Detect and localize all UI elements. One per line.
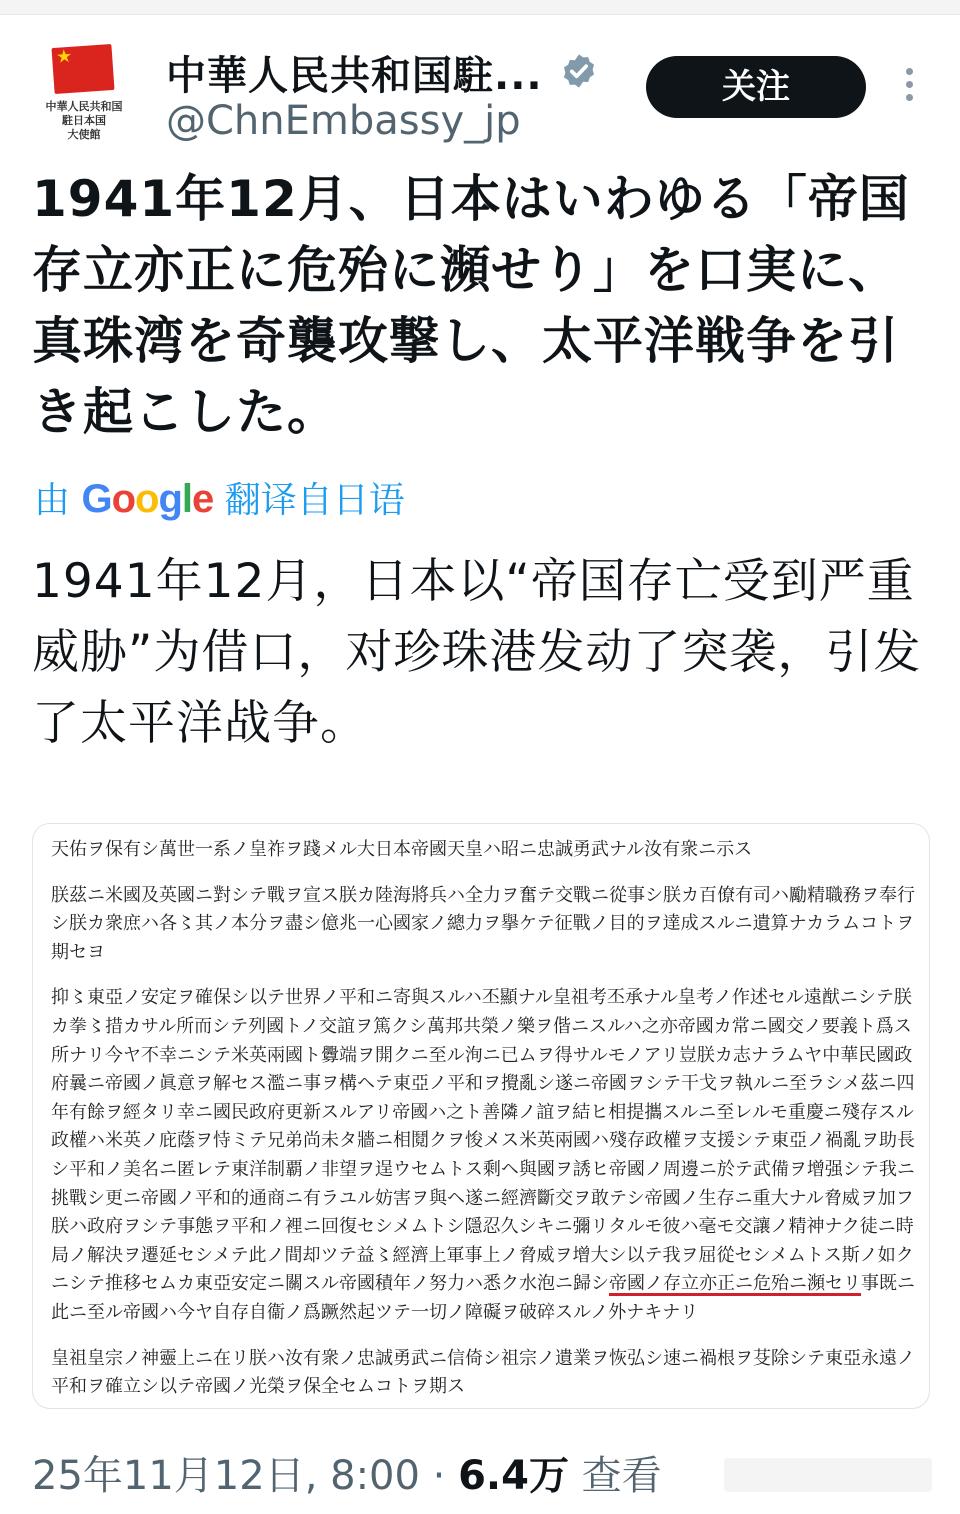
translated-by-google-link[interactable] [34, 472, 405, 523]
watermark [724, 1458, 932, 1492]
views-label: 查看 [568, 1453, 662, 1499]
underlined-phrase: 正ニ危殆ニ瀕セリ [717, 1273, 861, 1295]
document-paragraph: 朕茲ニ米國及英國ニ對シテ戰ヲ宣ス朕カ陸海將兵ハ全力ヲ奮テ交戰ニ從事シ朕カ百僚有司ハ勵精職務ヲ奉行シ朕カ衆庶ハ各〻其ノ本分ヲ盡シ億兆一心國家ノ總力ヲ擧ケテ征戰ノ目的ヲ達成スルニ遺算ナカラムコトヲ期セヨ [51, 884, 915, 963]
account-handle[interactable]: @ChnEmbassy_jp [166, 98, 521, 144]
google-letter: G [81, 477, 112, 521]
top-edge [0, 0, 960, 15]
google-letter: o [135, 477, 159, 521]
underlined-phrase: 帝國ノ存立亦 [609, 1273, 717, 1295]
document-paragraph [51, 984, 915, 1327]
verified-badge-icon [560, 52, 598, 90]
attached-document-image[interactable] [32, 823, 930, 1409]
document-text: 抑〻東亞ノ安定ヲ確保シ以テ世界ノ平和ニ寄與スルハ丕顯ナル皇祖考丕承ナル皇考ノ作述セル遠猷ニシテ朕カ拳〻措カサル所而シテ列國トノ交誼ヲ篤クシ萬邦共榮ノ樂ヲ偕ニスルハ之亦帝國カ常ニ國交ノ要義ト爲ス所ナリ今ヤ不幸ニシテ米英兩國ト釁端ヲ開クニ至ル洵ニ已ムヲ得サルモノアリ豈朕カ志ナラムヤ中華民國政府曩ニ帝國ノ眞意ヲ解セス濫ニ事ヲ構ヘテ東亞ノ平和ヲ攪亂シ遂ニ帝國ヲシテ干戈ヲ執ルニ至ラシメ茲ニ四年有餘ヲ經タリ幸ニ國民政府更新スルアリ帝國ハ之ト善隣ノ誼ヲ結ヒ相提攜スルニ至レルモ重慶ニ殘存スル政權ハ米英ノ庇蔭ヲ恃ミテ兄弟尚未タ牆ニ相鬩クヲ悛メス米英兩國ハ殘存政權ヲ支援シテ東亞ノ禍亂ヲ助長シ平和ノ美名ニ匿レテ東洋制覇ノ非望ヲ逞ウセムトス剩ヘ與國ヲ誘ヒ帝國ノ周邊ニ於テ武備ヲ增强シテ我ニ挑戰シ更ニ帝國ノ平和的通商ニ有ラユル妨害ヲ與ヘ遂ニ經濟斷交ヲ敢テシ帝國ノ生存ニ重大ナル脅威ヲ加フ朕ハ政府ヲシテ事態ヲ平和ノ裡ニ回復セシメムトシ隱忍久シキニ彌リタルモ彼ハ毫モ交讓ノ精神ナク徒ニ時局ノ解決ヲ遷延セシメテ此ノ間却ツテ益〻經濟上軍事上ノ脅威ヲ增大シ以テ我ヲ屈從セシメムトス斯ノ如クニシテ推移セムカ東亞安定ニ關スル帝國積年ノ努力ハ悉ク水泡ニ歸シ [51, 987, 915, 1295]
translated-text: 1941年12月，日本以“帝国存亡受到严重威胁”为借口，对珍珠港发动了突袭，引发了太平洋战争。 [32, 554, 922, 751]
google-letter: l [181, 477, 193, 521]
translate-prefix: 由 [34, 480, 71, 521]
google-logo-icon [81, 477, 213, 521]
translate-suffix: 翻译自日语 [224, 480, 405, 521]
follow-button[interactable]: 关注 [646, 56, 866, 118]
avatar[interactable] [34, 42, 134, 146]
account-name[interactable]: 中華人民共和国駐... [166, 53, 543, 99]
china-flag-icon: ★ [51, 44, 114, 94]
tweet-text: 1941年12月、日本はいわゆる「帝国存立亦正に危殆に瀕せり」を口実に、真珠湾を奇襲攻撃し、太平洋戦争を引き起こした。 [32, 170, 910, 441]
document-text: 事既ニ此ニ至ル帝國ハ今ヤ自存自衞ノ爲蹶然起ツテ一切ノ障礙ヲ破碎スルノ外ナキナリ [51, 1273, 915, 1323]
tweet-meta [32, 1444, 662, 1501]
document-paragraph: 天佑ヲ保有シ萬世一系ノ皇祚ヲ踐メル大日本帝國天皇ハ昭ニ忠誠勇武ナル汝有衆ニ示ス [51, 839, 753, 860]
google-letter: o [111, 477, 136, 521]
more-options-icon[interactable] [896, 68, 922, 108]
post-datetime[interactable]: 25年11月12日, 8:00 · [32, 1453, 459, 1499]
google-letter: g [158, 477, 182, 521]
google-letter: e [192, 477, 214, 521]
view-count: 6.4万 [458, 1453, 569, 1499]
document-paragraph: 皇祖皇宗ノ神靈上ニ在リ朕ハ汝有衆ノ忠誠勇武ニ信倚シ祖宗ノ遺業ヲ恢弘シ速ニ禍根ヲ芟除シテ東亞永遠ノ平和ヲ確立シ以テ帝國ノ光榮ヲ保全セムコトヲ期ス [51, 1347, 915, 1398]
avatar-caption: 中華人民共和国 駐日本国 大使館 [45, 100, 123, 141]
